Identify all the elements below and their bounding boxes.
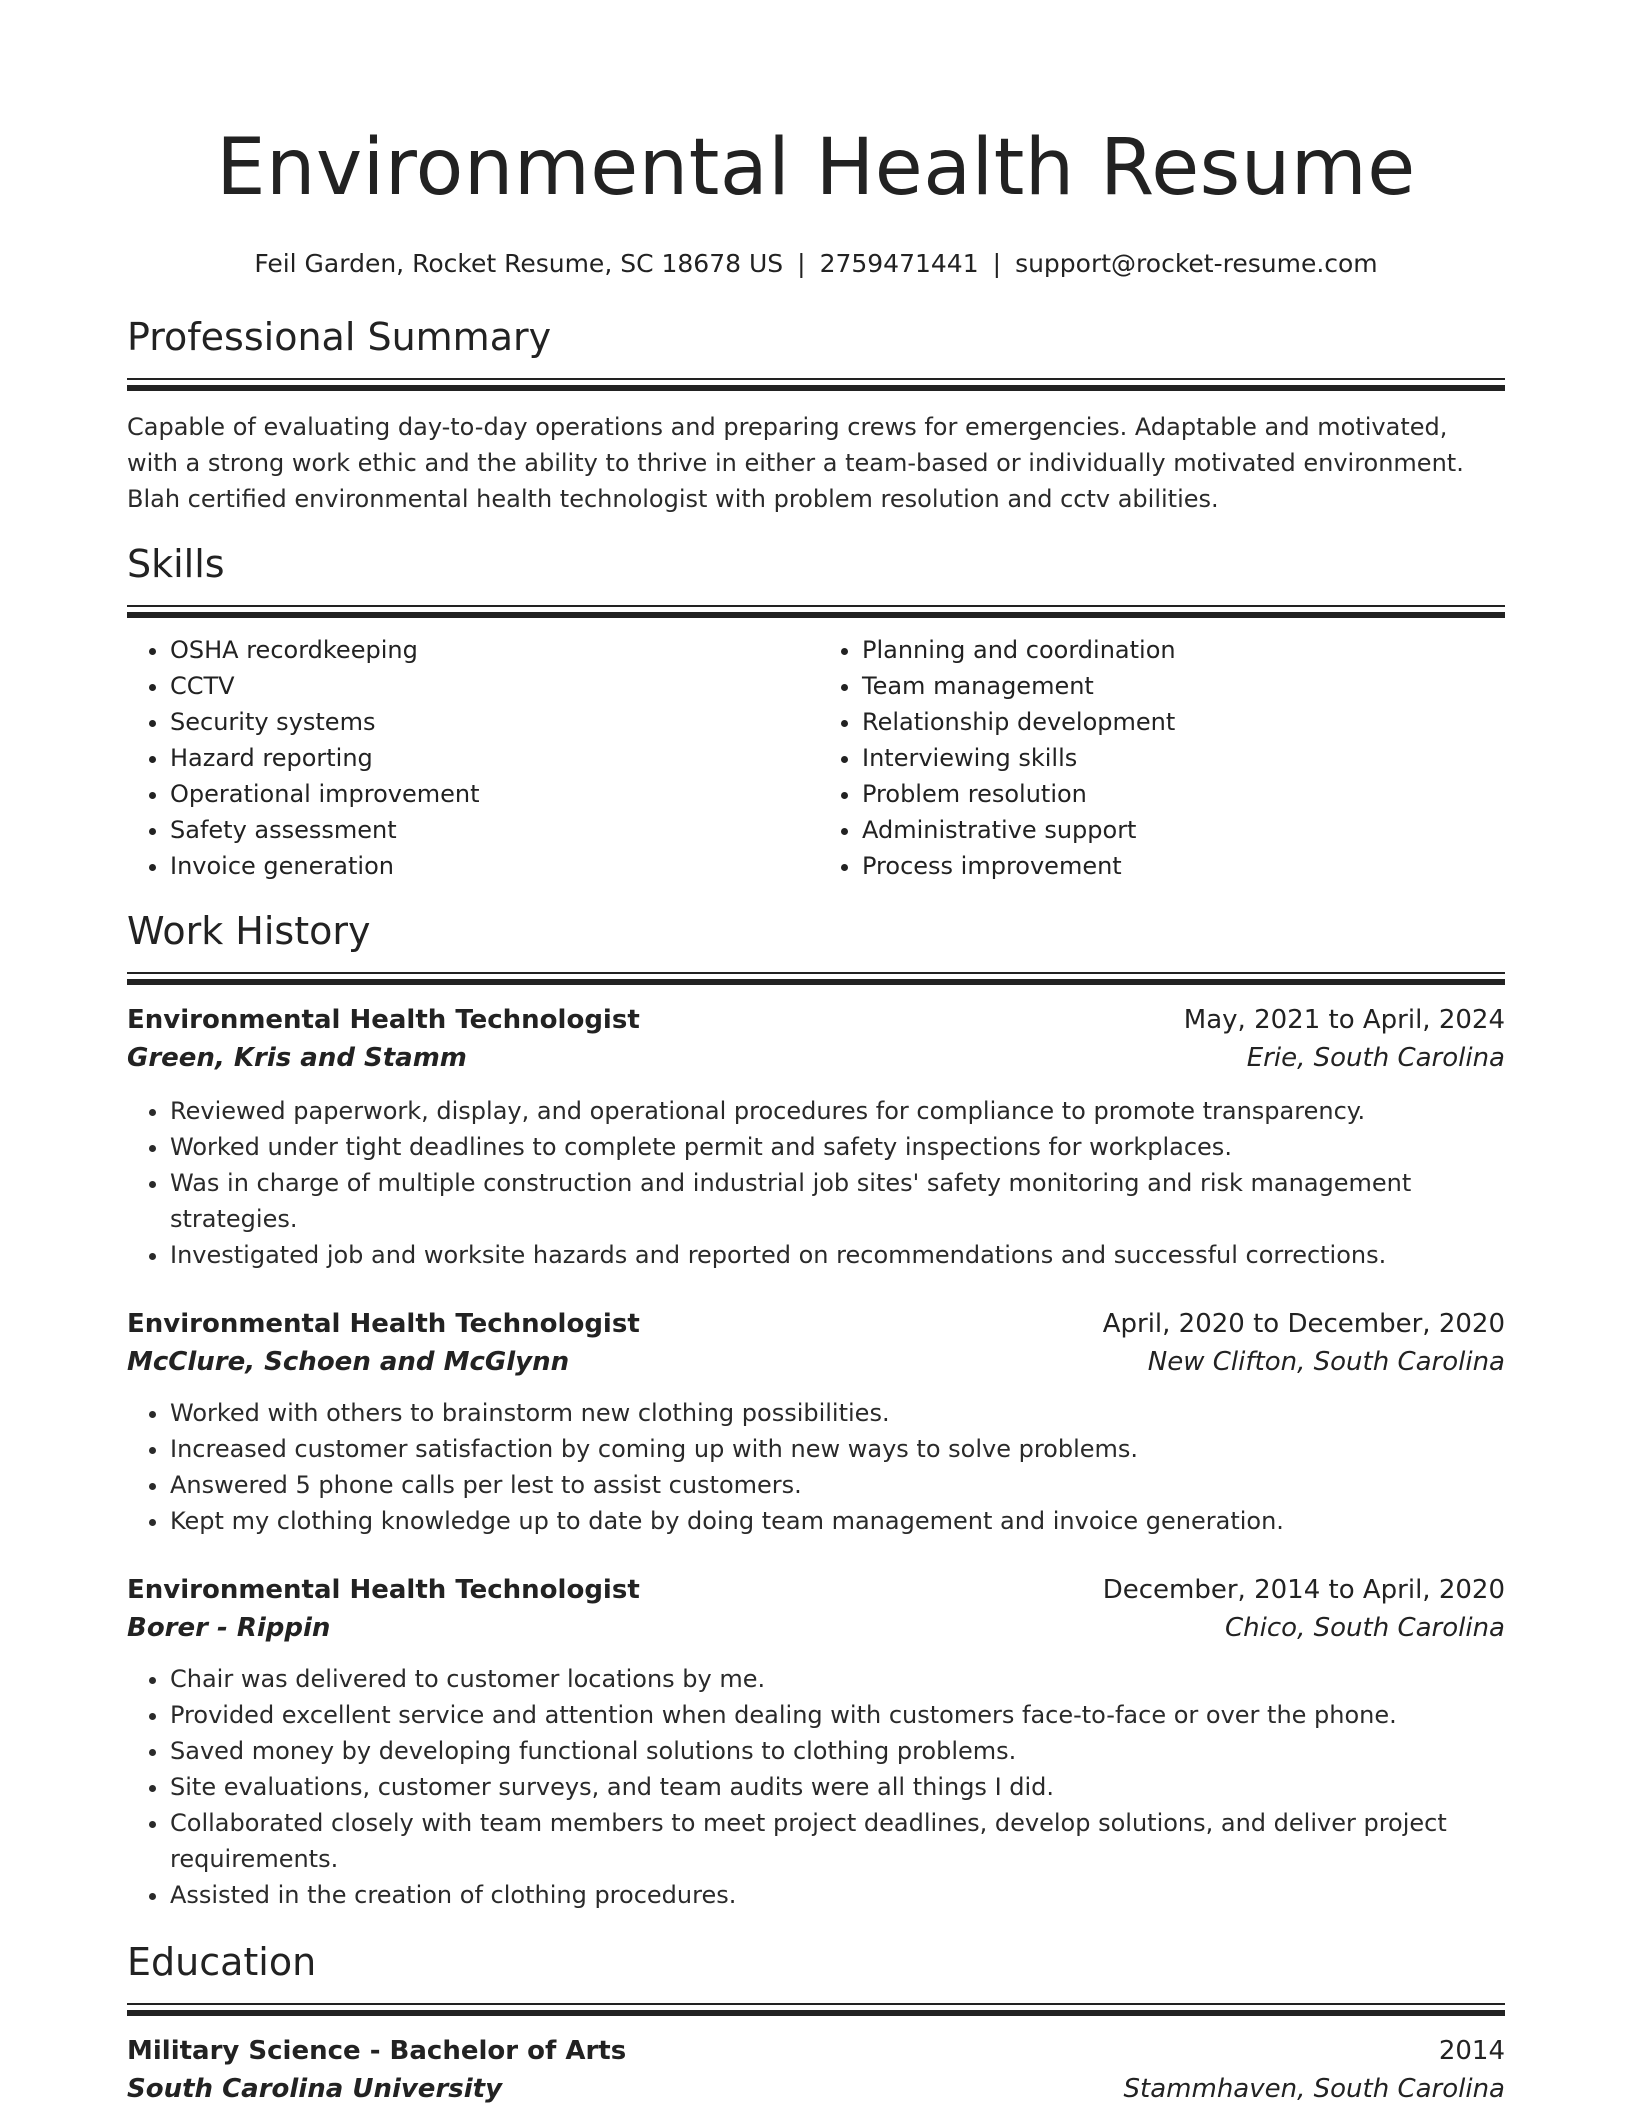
resume-name: Environmental Health Resume	[216, 123, 1416, 213]
job-entry	[127, 1001, 1505, 1273]
section-divider	[127, 605, 1505, 618]
skill-item: • Invoice generation	[170, 848, 813, 884]
skill-item: • Team management	[862, 668, 1505, 704]
section-title-education: Education	[127, 1940, 317, 1984]
job-bullet: • Kept my clothing knowledge up to date by doing team management and invoice generation.	[170, 1503, 1505, 1539]
job-location: Chico, South Carolina	[1225, 1613, 1505, 1643]
job-bullet: • Investigated job and worksite hazards and reported on recommendations and successful corrections.	[170, 1237, 1505, 1273]
contact-phone: 2759471441	[819, 249, 979, 278]
job-bullet: • Reviewed paperwork, display, and operational procedures for compliance to promote transparency.	[170, 1093, 1505, 1129]
education-school: South Carolina University	[127, 2074, 503, 2104]
section-title-summary: Professional Summary	[127, 315, 552, 359]
education-subheader	[127, 2070, 1505, 2108]
job-header	[127, 1001, 1505, 1039]
skill-item: • Security systems	[170, 704, 813, 740]
education-location: Stammhaven, South Carolina	[1123, 2074, 1505, 2104]
job-bullet: • Collaborated closely with team members to meet project deadlines, develop solutions, and deliver project requirements.	[170, 1805, 1505, 1877]
job-location: Erie, South Carolina	[1246, 1043, 1505, 1073]
summary-text: Capable of evaluating day-to-day operations and preparing crews for emergencies. Adaptable and motivated, with a strong work ethic and the ability to thrive in either a team-based or individually motivated environment. Blah certified environmental health technologist with problem resolution and cctv abilities.	[127, 413, 1464, 513]
job-header	[127, 1571, 1505, 1609]
skill-item: • Process improvement	[862, 848, 1505, 884]
job-company: Green, Kris and Stamm	[127, 1043, 467, 1073]
job-entry	[127, 1571, 1505, 1913]
job-location: New Clifton, South Carolina	[1147, 1347, 1505, 1377]
skill-item: • CCTV	[170, 668, 813, 704]
job-dates: December, 2014 to April, 2020	[1102, 1575, 1505, 1605]
job-bullet: • Increased customer satisfaction by coming up with new ways to solve problems.	[170, 1431, 1505, 1467]
section-title-skills: Skills	[127, 542, 225, 586]
work-history-section	[127, 908, 1505, 1913]
job-bullet: • Assisted in the creation of clothing procedures.	[170, 1877, 1505, 1913]
job-bullet: • Site evaluations, customer surveys, and team audits were all things I did.	[170, 1769, 1505, 1805]
job-bullet: • Answered 5 phone calls per lest to assist customers.	[170, 1467, 1505, 1503]
skill-item: • OSHA recordkeeping	[170, 632, 813, 668]
contact-separator: |	[992, 249, 1002, 278]
job-bullets	[127, 1093, 1505, 1273]
skill-item: • Interviewing skills	[862, 740, 1505, 776]
education-header	[127, 2032, 1505, 2070]
section-divider	[127, 2003, 1505, 2016]
education-section	[127, 1939, 1505, 2108]
education-entry	[127, 2032, 1505, 2108]
skill-item: • Administrative support	[862, 812, 1505, 848]
job-dates: May, 2021 to April, 2024	[1183, 1005, 1505, 1035]
education-degree: Military Science - Bachelor of Arts	[127, 2036, 627, 2066]
job-subheader	[127, 1343, 1505, 1381]
section-divider	[127, 972, 1505, 985]
job-title: Environmental Health Technologist	[127, 1005, 640, 1035]
contact-line	[127, 248, 1505, 280]
skills-columns	[127, 632, 1505, 884]
job-bullet: • Worked under tight deadlines to complete permit and safety inspections for workplaces.	[170, 1129, 1505, 1165]
job-title: Environmental Health Technologist	[127, 1575, 640, 1605]
job-title: Environmental Health Technologist	[127, 1309, 640, 1339]
skill-item: • Safety assessment	[170, 812, 813, 848]
job-subheader	[127, 1609, 1505, 1647]
section-title-work-history: Work History	[127, 909, 371, 953]
job-bullet: • Was in charge of multiple construction and industrial job sites' safety monitoring and risk management strategies.	[170, 1165, 1505, 1237]
skill-item: • Problem resolution	[862, 776, 1505, 812]
contact-separator: |	[797, 249, 806, 278]
job-entry	[127, 1305, 1505, 1539]
job-bullet: • Provided excellent service and attention when dealing with customers face-to-face or over the phone.	[170, 1697, 1505, 1733]
job-bullet: • Worked with others to brainstorm new clothing possibilities.	[170, 1395, 1505, 1431]
job-subheader	[127, 1039, 1505, 1077]
job-bullet: • Saved money by developing functional solutions to clothing problems.	[170, 1733, 1505, 1769]
job-bullets	[127, 1661, 1505, 1913]
job-bullets	[127, 1395, 1505, 1539]
skill-item: • Operational improvement	[170, 776, 813, 812]
contact-address: Feil Garden, Rocket Resume, SC 18678 US	[254, 249, 784, 278]
contact-email: support@rocket-resume.com	[1015, 249, 1378, 278]
skill-item: • Hazard reporting	[170, 740, 813, 776]
job-company: Borer - Rippin	[127, 1613, 331, 1643]
skills-list-left	[127, 632, 813, 884]
education-year: 2014	[1438, 2036, 1505, 2066]
job-company: McClure, Schoen and McGlynn	[127, 1347, 570, 1377]
job-header	[127, 1305, 1505, 1343]
summary-section	[127, 314, 1505, 517]
section-divider	[127, 378, 1505, 391]
job-bullet: • Chair was delivered to customer locations by me.	[170, 1661, 1505, 1697]
skills-section	[127, 541, 1505, 884]
skill-item: • Relationship development	[862, 704, 1505, 740]
job-dates: April, 2020 to December, 2020	[1102, 1309, 1505, 1339]
skill-item: • Planning and coordination	[862, 632, 1505, 668]
skills-list-right	[813, 632, 1505, 884]
